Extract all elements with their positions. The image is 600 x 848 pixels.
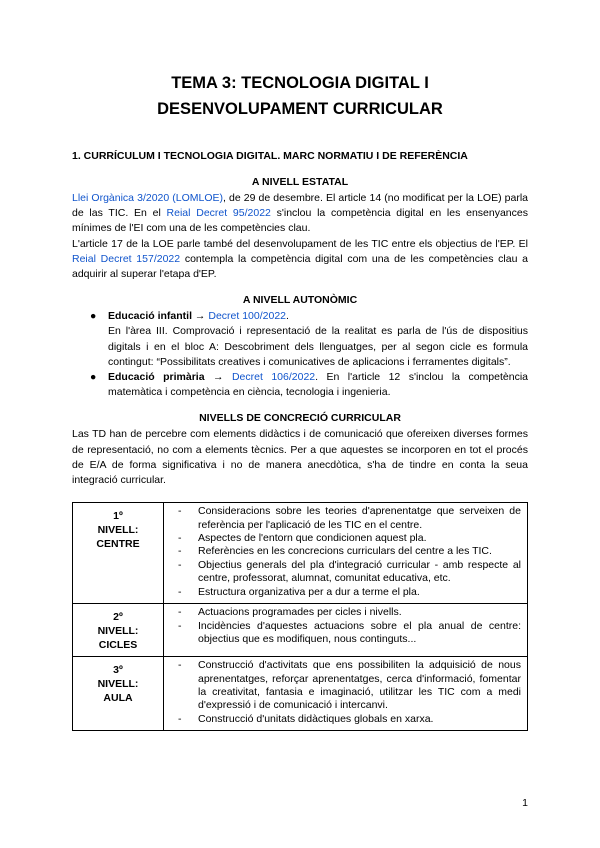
estatal-paragraph-1: Llei Orgànica 3/2020 (LOMLOE), de 29 de desembre. El article 14 (no modificat per la LOE) parla de las TIC. En el Reial Decret 95/2022 s'inclou la competència digital en les ensenyances mínimes de l'EI com una de les competències clau. [72,192,528,235]
rd-95-2022-link[interactable]: Reial Decret 95/2022 [166,207,271,220]
title-line-1: TEMA 3: TECNOLOGIA DIGITAL I [171,74,429,92]
table-row [73,657,528,731]
dash-marker: - [178,545,182,558]
table-row [73,503,528,604]
decret-106-2022-link[interactable]: Decret 106/2022 [231,371,316,384]
level-label: 1º [113,510,123,523]
autonomic-section [72,294,528,400]
estatal-heading: A NIVELL ESTATAL [251,176,349,188]
nivells-heading: NIVELLS DE CONCRECIÓ CURRICULAR [199,412,401,425]
dash-marker: - [178,619,182,632]
infantil-description: En l'àrea III. Comprovació i representació de la realitat es parla de l'ús de dispositius digitals i en el bloc A: Descobriment dels llenguatges, per al segon cicle es formula contingut: “Possibilitats creatives i comunicatives de aplicacions i ferramentes digitals”. [108,325,528,368]
nivells-paragraph: Las TD han de percebre com elements didàctics i de comunicació que ofereixen diverses formes de representació, no com a elements tècnics. Per a que aquestes se incorporen en tot el procés de E/A de forma significativa i no de manera anecdòtica, s'ha de tindre en conta la seua integració curricular. [72,428,528,487]
level-label: 2º [113,611,123,624]
table-row [73,604,528,657]
page-number: 1 [522,797,528,809]
dash-marker: - [178,585,182,598]
decret-100-2022-link[interactable]: Decret 100/2022 [208,310,286,323]
level-label: NIVELL: [97,625,139,638]
levels-table [72,502,528,731]
autonomic-heading: A NIVELL AUTONÒMIC [242,294,358,307]
level-label: NIVELL: [97,524,139,537]
list-item: - Objectius generals del pla d'integració curricular - amb respecte al centre, professorat, alumnat, comunitat educativa, etc. [178,558,521,585]
list-item: - Incidències d'aquestes actuacions sobre el pla anual de centre: objectius que es modifiquen, nous continguts... [178,619,521,645]
level-label: CENTRE [96,538,140,551]
lomloe-link[interactable]: Llei Orgànica 3/2020 (LOMLOE) [72,192,224,204]
bullet-icon: ● [90,310,97,323]
level-items-cell [164,503,528,604]
estatal-paragraph-2: L'article 17 de la LOE parle també del desenvolupament de les TIC entre els objectius de l'EP. El Reial Decret 157/2022 contempla la competència digital com una de les competències clau a adquirir al superar l'etapa d'EP. [72,237,528,281]
level-items-list [170,505,521,599]
document-title [72,70,528,122]
list-item: - Construcció d'unitats didàctiques globals en xarxa. [178,712,434,725]
nivells-section [72,412,528,488]
estatal-section [72,176,528,282]
list-item: - Aspectes de l'entorn que condicionen aquest pla. [178,532,427,545]
dash-marker: - [178,558,182,571]
dash-marker: - [178,659,182,672]
list-item: - Referències en les concrecions curriculars del centre a les TIC. [178,545,492,558]
level-label-cell [73,657,164,731]
level-label: NIVELL: [97,678,139,691]
level-label-cell [73,604,164,657]
dash-marker: - [178,606,182,619]
level-items-cell [164,657,528,731]
level-label: 3º [113,664,123,677]
section-1-heading: 1. CURRÍCULUM I TECNOLOGIA DIGITAL. MARC NORMATIU I DE REFERÈNCIA [72,150,468,162]
level-label-cell [73,503,164,604]
level-items-list [170,659,521,726]
level-label: CICLES [98,639,138,652]
autonomic-list [72,309,528,400]
bullet-icon: ● [90,371,97,384]
document-page [72,70,528,731]
level-items-cell [164,604,528,657]
list-item-educacio-primaria: ● Educació primària → Decret 106/2022. En l'article 12 s'inclou la competència matemàtica i competència en ciència, tecnologia i ingenieria. [90,371,528,399]
title-line-2: DESENVOLUPAMENT CURRICULAR [157,100,443,118]
levels-table-body [73,503,528,731]
list-item: - Actuacions programades per cicles i nivells. [178,606,402,619]
level-label: AULA [103,692,133,705]
rd-157-2022-link[interactable]: Reial Decret 157/2022 [72,252,181,265]
list-item: - Estructura organizativa per a dur a terme el pla. [178,585,420,598]
list-item: - Consideracions sobre les teories d'aprenentatge que serveixen de referència per l'aplicació de les TIC en el centre. [178,505,521,531]
list-item-educacio-infantil: ● Educació infantil → Decret 100/2022. En l'àrea III. Comprovació i representació de la realitat es parla de l'ús de dispositius digitals i en el bloc A: Descobriment dels llenguatges, per al segon cicle es formula contingut: “Possibilitats creatives i comunicatives de aplicacions i ferramentes digitals”. [90,310,528,368]
list-item: - Construcció d'activitats que ens possibiliten la adquisició de nous aprenentatges, reforçar aprenentatges, cerca d'informació, fomentar la creativitat, fantasia e imaginació, utilitzar les TIC com a medi d'expressió i de comunicació i intercanvi. [178,659,521,712]
dash-marker: - [178,532,182,545]
dash-marker: - [178,712,182,725]
dash-marker: - [178,505,182,518]
level-items-list [170,606,521,646]
